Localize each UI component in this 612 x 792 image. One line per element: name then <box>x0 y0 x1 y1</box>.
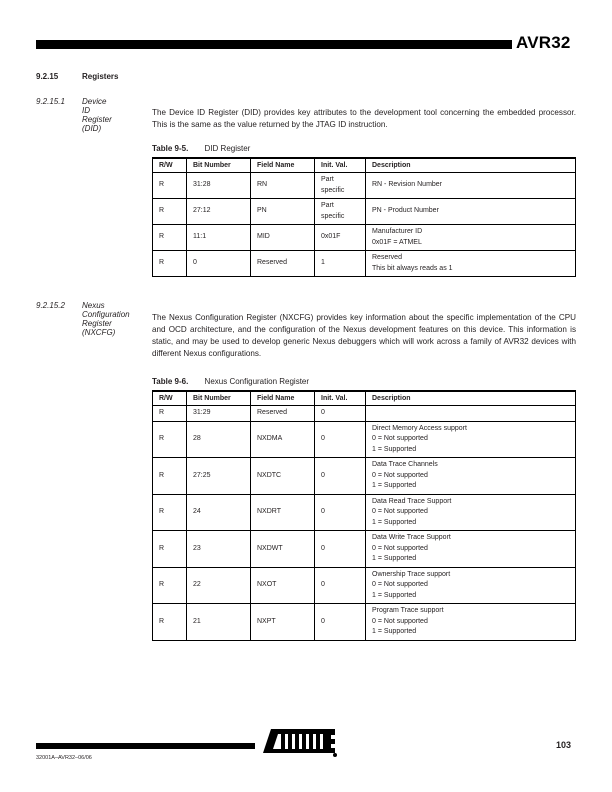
init-value-cell-line: 0x01F <box>321 233 341 241</box>
description-cell-line: 0 = Not supported <box>372 471 428 479</box>
description-cell-line: 1 = Supported <box>372 518 417 526</box>
description-cell <box>366 173 576 199</box>
field-name-cell: NXDWT <box>251 531 315 568</box>
column-header: Bit Number <box>187 391 251 406</box>
section-title: Registers <box>82 72 119 81</box>
description-cell <box>366 251 576 277</box>
init-value-cell-line: 0 <box>321 409 325 416</box>
column-header: Description <box>366 391 576 406</box>
table-row <box>153 421 576 458</box>
description-cell-line: 1 = Supported <box>372 591 417 599</box>
table-row <box>153 567 576 604</box>
field-name-cell: Reserved <box>251 406 315 422</box>
init-value-cell-line: specific <box>321 212 345 220</box>
init-value-cell-line: 0 <box>321 581 325 588</box>
did-register-table <box>152 157 576 277</box>
header-title: AVR32 <box>516 33 571 52</box>
header-rule <box>36 40 512 49</box>
table-row <box>153 251 576 277</box>
bit-number-cell: 28 <box>187 421 251 458</box>
atmel-logo-icon <box>263 727 339 762</box>
rw-cell: R <box>153 567 187 604</box>
init-value-cell <box>315 406 366 422</box>
init-value-cell <box>315 531 366 568</box>
field-name-cell: NXDMA <box>251 421 315 458</box>
init-value-cell <box>315 421 366 458</box>
footer-doc-number: 32001A–AVR32–06/06 <box>36 755 92 761</box>
description-cell-line: Data Write Trace Support <box>372 534 451 541</box>
rw-cell: R <box>153 531 187 568</box>
description-cell <box>366 604 576 641</box>
table-header-row <box>153 158 576 173</box>
subsection-title: Device ID Register (DID) <box>82 97 112 133</box>
init-value-cell-line: 0 <box>321 508 325 515</box>
table-label: Table 9-6. <box>152 377 189 386</box>
table-title: Nexus Configuration Register <box>204 377 310 386</box>
rw-cell: R <box>153 251 187 277</box>
table-row <box>153 494 576 531</box>
subsection-title: Nexus Configuration Register (NXCFG) <box>82 301 130 337</box>
column-header: Bit Number <box>187 158 251 173</box>
section-number: 9.2.15 <box>36 72 59 81</box>
description-cell <box>366 531 576 568</box>
description-cell <box>366 225 576 251</box>
rw-cell: R <box>153 199 187 225</box>
init-value-cell-line: 0 <box>321 617 325 625</box>
field-name-cell: PN <box>251 199 315 225</box>
init-value-cell-line: Part <box>321 202 334 209</box>
table-header-row <box>153 391 576 406</box>
description-cell-line: Direct Memory Access support <box>372 424 467 432</box>
rw-cell: R <box>153 421 187 458</box>
rw-cell: R <box>153 494 187 531</box>
nxcfg-description: The Nexus Configuration Register (NXCFG) provides key information about the specific implementation of the CPU and OCD architecture, and the configuration of the Nexus development features on this device. This information is static, and may be used to develop generic Nexus debuggers which will work across a family of AVR32 devices with different Nexus configurations. <box>152 313 576 358</box>
rw-cell: R <box>153 604 187 641</box>
description-cell-line: This bit always reads as 1 <box>372 264 453 272</box>
init-value-cell-line: 0 <box>321 435 325 442</box>
description-cell-line: Reserved <box>372 254 402 261</box>
init-value-cell-line: 1 <box>321 259 325 267</box>
table-caption-nxcfg <box>152 377 309 386</box>
page-number: 103 <box>556 740 572 750</box>
description-cell <box>366 458 576 495</box>
field-name-cell: RN <box>251 173 315 199</box>
table-row <box>153 173 576 199</box>
description-cell <box>366 406 576 422</box>
description-cell-line: 1 = Supported <box>372 445 417 453</box>
did-description: The Device ID Register (DID) provides key attributes to the development tool concerning the embedded processor. This is the same as the value returned by the JTAG ID instruction. <box>152 108 576 129</box>
description-cell-line: 0x01F = ATMEL <box>372 238 422 246</box>
description-cell-line: Manufacturer ID <box>372 228 423 235</box>
rw-cell: R <box>153 406 187 422</box>
table-row <box>153 604 576 641</box>
bit-number-cell: 27:12 <box>187 199 251 225</box>
field-name-cell: NXOT <box>251 567 315 604</box>
description-cell <box>366 199 576 225</box>
column-header: Field Name <box>251 391 315 406</box>
init-value-cell <box>315 199 366 225</box>
init-value-cell <box>315 458 366 495</box>
init-value-cell <box>315 173 366 199</box>
init-value-cell-line: Part <box>321 176 334 183</box>
description-cell-line: PN - Product Number <box>372 207 439 215</box>
column-header: Description <box>366 158 576 173</box>
column-header: R/W <box>153 391 187 406</box>
rw-cell: R <box>153 458 187 495</box>
init-value-cell <box>315 225 366 251</box>
rw-cell: R <box>153 225 187 251</box>
description-cell-line: 0 = Not supported <box>372 435 428 442</box>
bit-number-cell: 27:25 <box>187 458 251 495</box>
description-cell-line: 1 = Supported <box>372 482 417 489</box>
description-cell-line: 0 = Not supported <box>372 617 428 625</box>
bit-number-cell: 31:28 <box>187 173 251 199</box>
field-name-cell: NXDRT <box>251 494 315 531</box>
field-name-cell: Reserved <box>251 251 315 277</box>
bit-number-cell: 21 <box>187 604 251 641</box>
bit-number-cell: 0 <box>187 251 251 277</box>
description-cell-line: 1 = Supported <box>372 555 417 562</box>
column-header: R/W <box>153 158 187 173</box>
column-header: Init. Val. <box>315 158 366 173</box>
bit-number-cell: 24 <box>187 494 251 531</box>
bit-number-cell: 23 <box>187 531 251 568</box>
init-value-cell-line: 0 <box>321 544 325 552</box>
column-header: Field Name <box>251 158 315 173</box>
description-cell-line: Program Trace support <box>372 607 444 614</box>
init-value-cell <box>315 604 366 641</box>
init-value-cell <box>315 251 366 277</box>
subsection-number: 9.2.15.2 <box>36 301 65 310</box>
description-cell-line: 0 = Not supported <box>372 544 428 552</box>
field-name-cell: NXPT <box>251 604 315 641</box>
table-row <box>153 458 576 495</box>
description-cell <box>366 567 576 604</box>
column-header: Init. Val. <box>315 391 366 406</box>
bit-number-cell: 11:1 <box>187 225 251 251</box>
subsection-number: 9.2.15.1 <box>36 97 65 106</box>
description-cell-line: Data Read Trace Support <box>372 497 452 505</box>
init-value-cell <box>315 494 366 531</box>
bit-number-cell: 31:29 <box>187 406 251 422</box>
table-label: Table 9-5. <box>152 144 189 153</box>
init-value-cell-line: specific <box>321 186 345 194</box>
description-cell <box>366 494 576 531</box>
table-title: DID Register <box>204 144 251 153</box>
nxcfg-register-table <box>152 390 576 641</box>
bit-number-cell: 22 <box>187 567 251 604</box>
init-value-cell-line: 0 <box>321 471 325 479</box>
table-row <box>153 531 576 568</box>
description-cell-line: 0 = Not supported <box>372 581 428 588</box>
field-name-cell: NXDTC <box>251 458 315 495</box>
field-name-cell: MID <box>251 225 315 251</box>
init-value-cell <box>315 567 366 604</box>
description-cell-line: Ownership Trace support <box>372 570 451 578</box>
description-cell-line: 0 = Not supported <box>372 508 428 515</box>
description-cell-line: Data Trace Channels <box>372 461 438 468</box>
table-caption-did <box>152 144 250 153</box>
description-cell-line: 1 = Supported <box>372 628 417 635</box>
rw-cell: R <box>153 173 187 199</box>
table-row <box>153 225 576 251</box>
description-cell <box>366 421 576 458</box>
description-cell-line: RN - Revision Number <box>372 181 443 189</box>
table-row <box>153 406 576 422</box>
footer-rule <box>36 743 255 749</box>
table-row <box>153 199 576 225</box>
